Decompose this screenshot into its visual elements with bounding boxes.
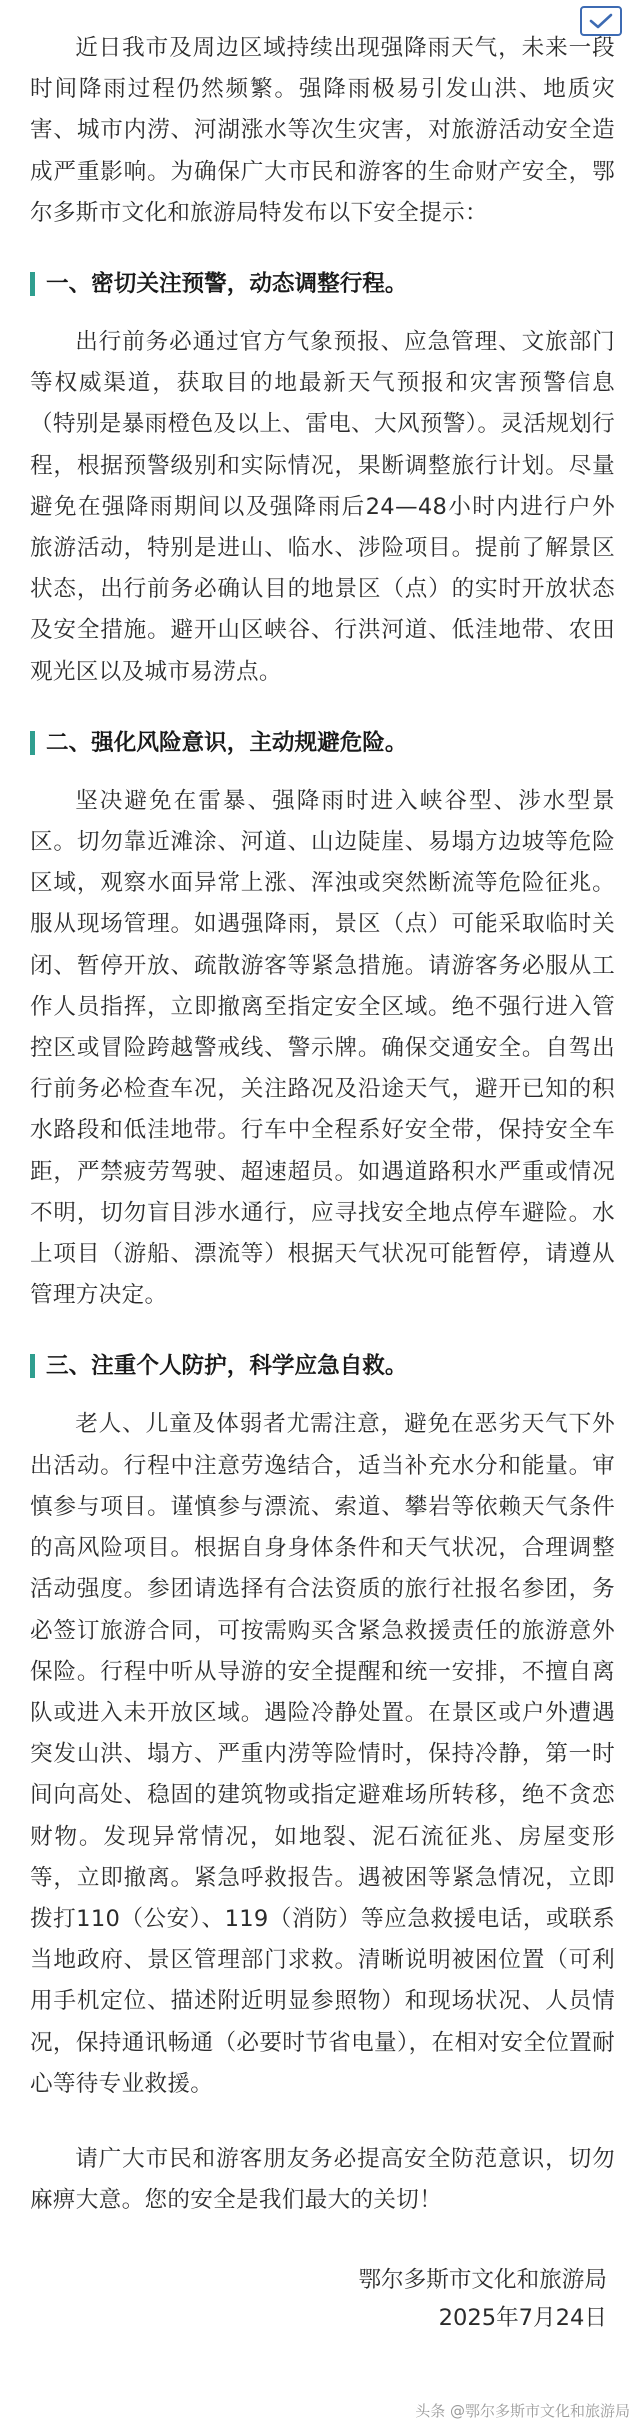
intro-paragraph: 近日我市及周边区域持续出现强降雨天气，未来一段时间降雨过程仍然频繁。强降雨极易引发山洪、地质灾害、城市内涝、河湖涨水等次生灾害，对旅游活动安全造成严重影响。为确保广大市民和游客的生命财产安全，鄂尔多斯市文化和旅游局特发布以下安全提示：: [30, 35, 615, 226]
section-body-2: 坚决避免在雷暴、强降雨时进入峡谷型、涉水型景区。切勿靠近滩涂、河道、山边陡崖、易塌方边坡等危险区域，观察水面异常上涨、浑浊或突然断流等危险征兆。服从现场管理。如遇强降雨，景区（点）可能采取临时关闭、暂停开放、疏散游客等紧急措施。请游客务必服从工作人员指挥，立即撤离至指定安全区域。绝不强行进入管控区或冒险跨越警戒线、警示牌。确保交通安全。自驾出行前务必检查车况，关注路况及沿途天气，避开已知的积水路段和低洼地带。行车中全程系好安全带，保持安全车距，严禁疲劳驾驶、超速超员。如遇道路积水严重或情况不明，切勿盲目涉水通行，应寻找安全地点停车避险。水上项目（游船、漂流等）根据天气状况可能暂停，请遵从管理方决定。: [30, 787, 615, 1309]
section-heading-3: [30, 1350, 615, 1382]
watermark-text: 头条 @鄂尔多斯市文化和旅游局: [415, 2402, 630, 2420]
accent-bar: [30, 731, 35, 755]
article-body: [30, 28, 615, 2337]
section-heading-2: [30, 727, 615, 759]
closing-paragraph: 请广大市民和游客朋友务必提高安全防范意识，切勿麻痹大意。您的安全是我们最大的关切！: [30, 2145, 615, 2214]
signature-date: 2025年7月24日: [438, 2305, 607, 2332]
section-heading-1: [30, 268, 615, 300]
accent-bar: [30, 272, 35, 296]
section-heading-text: 三、注重个人防护，科学应急自救。: [46, 1353, 408, 1380]
accent-bar: [30, 1354, 35, 1378]
signature-block: [30, 2261, 615, 2337]
checkmark-icon: [589, 13, 613, 29]
section-heading-text: 一、密切关注预警，动态调整行程。: [46, 271, 408, 298]
section-body-1: 出行前务必通过官方气象预报、应急管理、文旅部门等权威渠道，获取目的地最新天气预报和灾害预警信息（特别是暴雨橙色及以上、雷电、大风预警）。灵活规划行程，根据预警级别和实际情况，果断调整旅行计划。尽量避免在强降雨期间以及强降雨后24—48小时内进行户外旅游活动，特别是进山、临水、涉险项目。提前了解景区状态，出行前务必确认目的地景区（点）的实时开放状态及安全措施。避开山区峡谷、行洪河道、低洼地带、农田观光区以及城市易涝点。: [30, 329, 615, 685]
signature-org: 鄂尔多斯市文化和旅游局: [358, 2267, 607, 2294]
section-heading-text: 二、强化风险意识，主动规避危险。: [46, 729, 408, 756]
section-body-3: 老人、儿童及体弱者尤需注意，避免在恶劣天气下外出活动。行程中注意劳逸结合，适当补充水分和能量。审慎参与项目。谨慎参与漂流、索道、攀岩等依赖天气条件的高风险项目。根据自身身体条件和天气状况，合理调整活动强度。参团请选择有合法资质的旅行社报名参团，务必签订旅游合同，可按需购买含紧急救援责任的旅游意外保险。行程中听从导游的安全提醒和统一安排，不擅自离队或进入未开放区域。遇险冷静处置。在景区或户外遭遇突发山洪、塌方、严重内涝等险情时，保持冷静，第一时间向高处、稳固的建筑物或指定避难场所转移，绝不贪恋财物。发现异常情况，如地裂、泥石流征兆、房屋变形等，立即撤离。紧急呼救报告。遇被困等紧急情况，立即拨打110（公安）、119（消防）等应急救援电话，或联系当地政府、景区管理部门求救。清晰说明被困位置（可利用手机定位、描述附近明显参照物）和现场状况、人员情况，保持通讯畅通（必要时节省电量），在相对安全位置耐心等待专业救援。: [30, 1411, 615, 2097]
